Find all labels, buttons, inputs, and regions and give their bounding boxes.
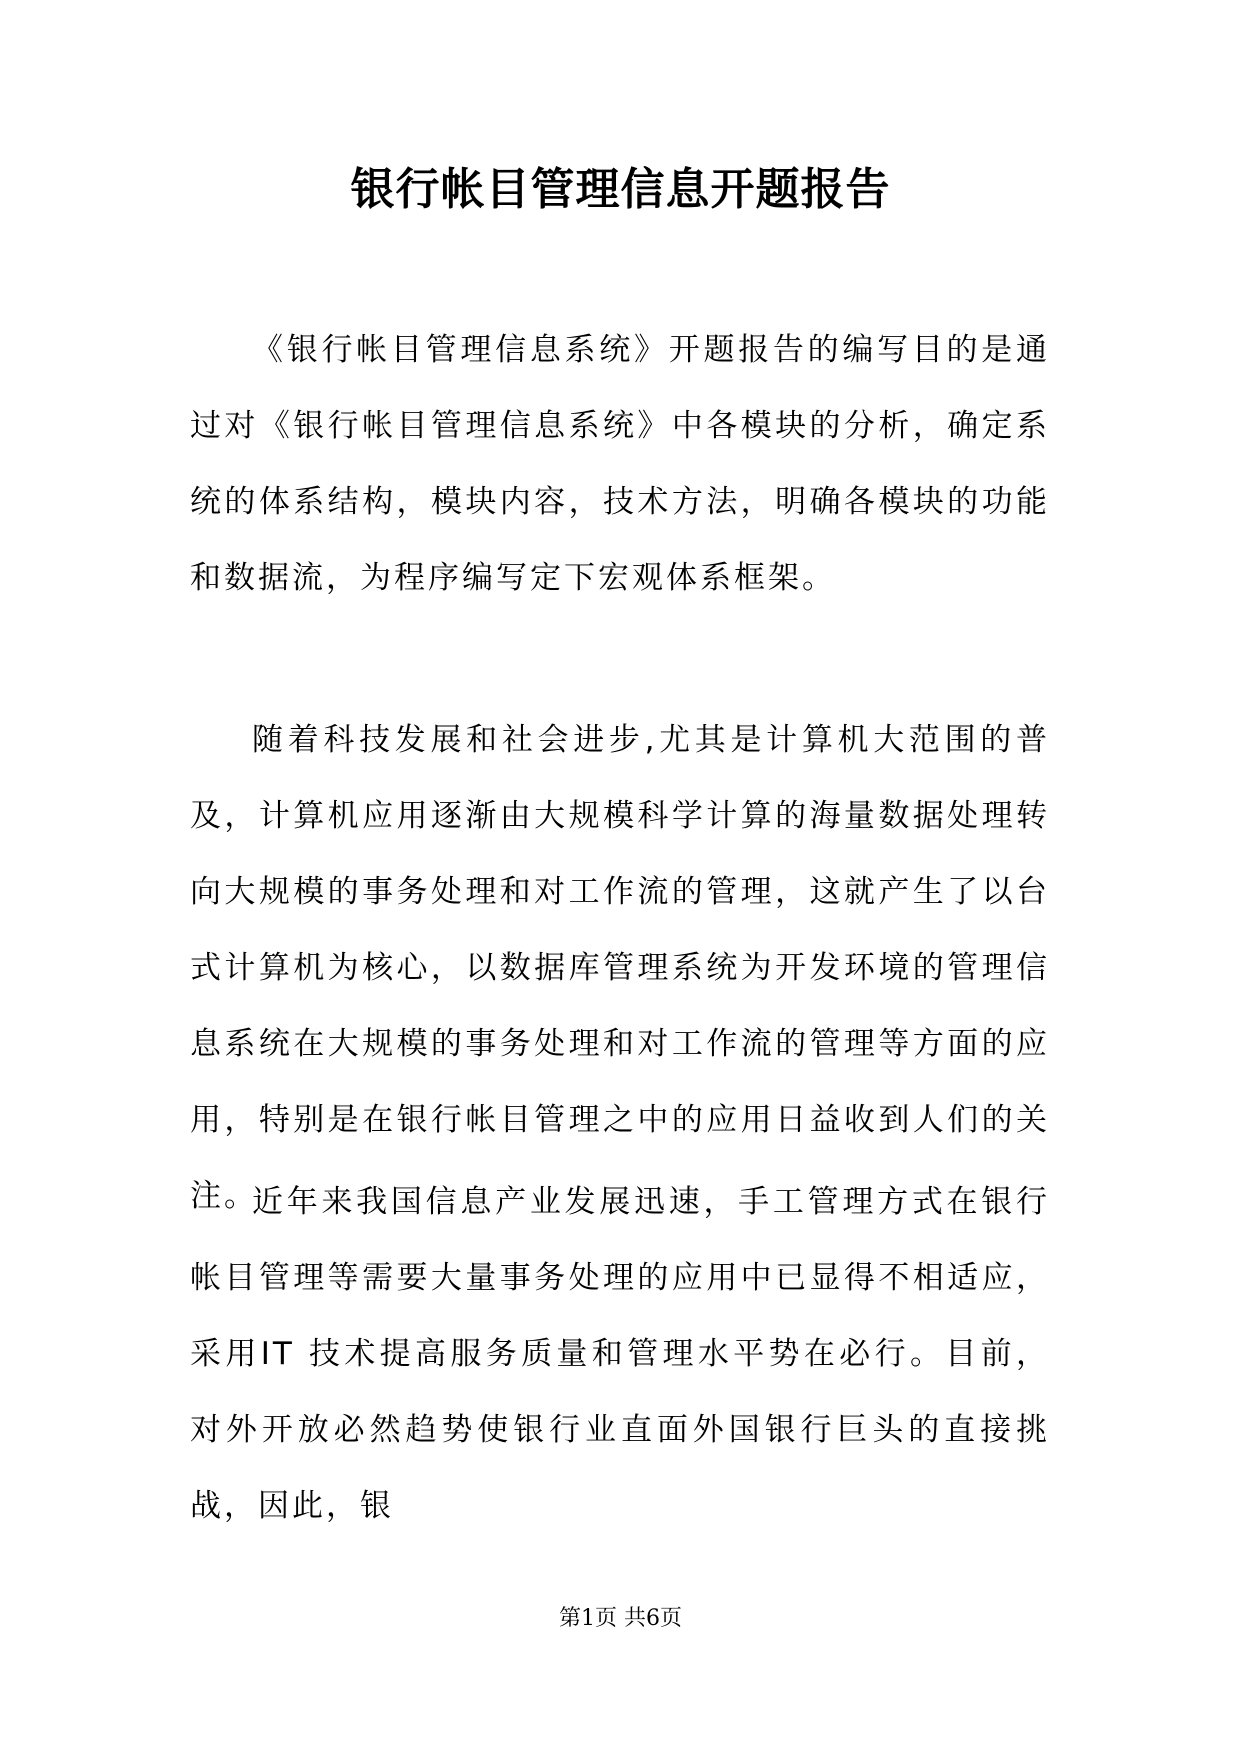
paragraph-block-3: [190, 1164, 1050, 1544]
paragraph: 近年来我国信息产业发展迅速，手工管理方式在银行帐目管理等需要大量事务处理的应用中已显得不相适应，采用IT 技术提高服务质量和管理水平势在必行。目前，对外开放必然趋势使银行业直面外国银行巨头的直接挑战，因此，银: [190, 1184, 1050, 1524]
paragraph: 《银行帐目管理信息系统》开题报告的编写目的是通过对《银行帐目管理信息系统》中各模块的分析，确定系统的体系结构，模块内容，技术方法，明确各模块的功能和数据流，为程序编写定下宏观体系框架。: [190, 332, 1050, 596]
document-title: 银行帐目管理信息开题报告: [350, 164, 891, 215]
paragraph: 随着科技发展和社会进步,尤其是计算机大范围的普及，计算机应用逐渐由大规模科学计算的海量数据处理转向大规模的事务处理和对工作流的管理，这就产生了以台式计算机为核心，以数据库管理系统为开发环境的管理信息系统在大规模的事务处理和对工作流的管理等方面的应用，特别是在银行帐目管理之中的应用日益收到人们的关注。: [190, 722, 1050, 1214]
paragraph-block-2: [190, 702, 1050, 1234]
paragraph-block-1: [190, 312, 1050, 616]
page-footer: 第1页 共6页: [559, 1606, 682, 1631]
